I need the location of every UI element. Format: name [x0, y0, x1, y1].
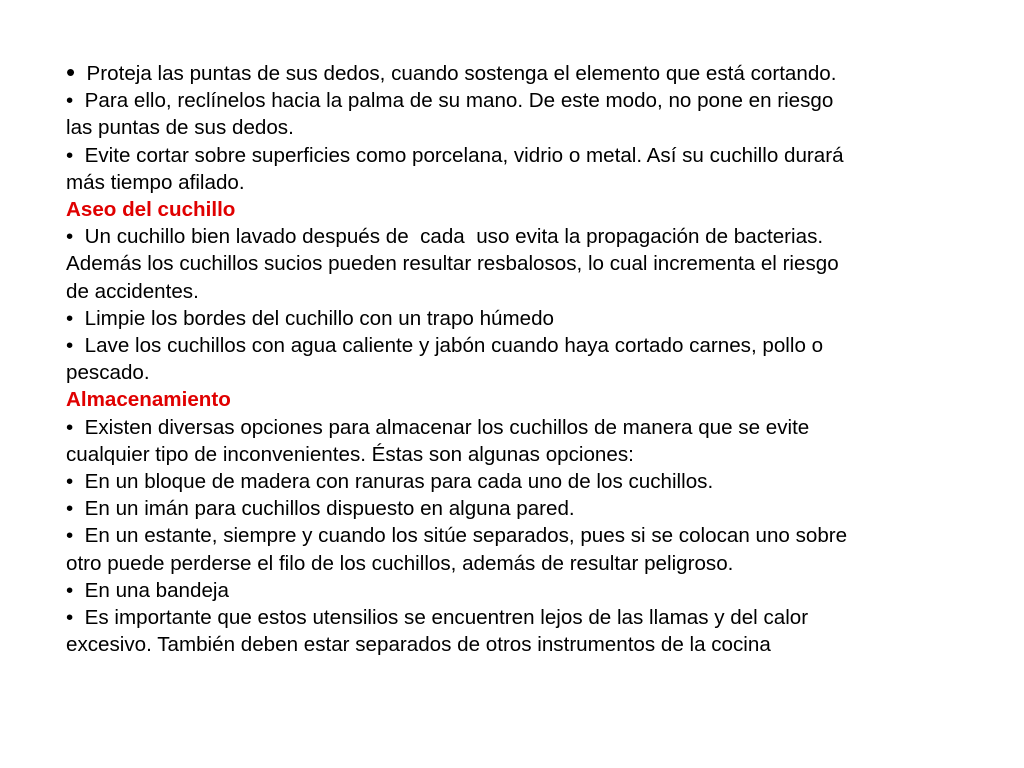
bullet-curl-fingers: • Para ello, reclínelos hacia la palma de su mano. De este modo, no pone en riesgo: [66, 89, 834, 113]
text-line: más tiempo afilado.: [66, 170, 245, 194]
bullet-protect-fingertips: [66, 59, 946, 87]
bullet-magnet: • En un imán para cuchillos dispuesto en alguna pared.: [66, 497, 575, 521]
text-line: las puntas de sus dedos.: [66, 116, 294, 140]
section-heading-knife-cleaning: Aseo del cuchillo: [66, 198, 236, 222]
text-line: otro puede perderse el filo de los cuchillos, además de resultar peligroso.: [66, 551, 734, 575]
bullet-avoid-hard-surfaces: • Evite cortar sobre superficies como porcelana, vidrio o metal. Así su cuchillo durará: [66, 143, 844, 167]
bullet-washed-knife: • Un cuchillo bien lavado después de cada uso evita la propagación de bacterias.: [66, 225, 824, 249]
bullet-text: Proteja las puntas de sus dedos, cuando sostenga el elemento que está cortando.: [75, 62, 837, 85]
text-line: Además los cuchillos sucios pueden resultar resbalosos, lo cual incrementa el riesgo: [66, 252, 839, 276]
bullet-clean-edges: • Limpie los bordes del cuchillo con un trapo húmedo: [66, 306, 555, 330]
bullet-wash-hot-water: • Lave los cuchillos con agua caliente y jabón cuando haya cortado carnes, pollo o: [66, 334, 824, 358]
bullet-storage-options: • Existen diversas opciones para almacenar los cuchillos de manera que se evite: [66, 415, 810, 439]
text-line: excesivo. También deben estar separados de otros instrumentos de la cocina: [66, 633, 771, 657]
section-heading-storage: Almacenamiento: [66, 388, 231, 412]
bullet-wood-block: • En un bloque de madera con ranuras para cada uno de los cuchillos.: [66, 470, 714, 494]
text-line: de accidentes.: [66, 279, 199, 303]
bullet-tray: • En una bandeja: [66, 578, 229, 602]
bullet-away-from-heat: • Es importante que estos utensilios se encuentren lejos de las llamas y del calor: [66, 606, 809, 630]
bullet-shelf: • En un estante, siempre y cuando los sitúe separados, pues si se colocan uno sobre: [66, 524, 848, 548]
slide-text-body: [66, 59, 946, 658]
bullet-glyph: •: [66, 57, 76, 87]
text-line: pescado.: [66, 361, 150, 385]
text-line: cualquier tipo de inconvenientes. Éstas son algunas opciones:: [66, 442, 634, 466]
